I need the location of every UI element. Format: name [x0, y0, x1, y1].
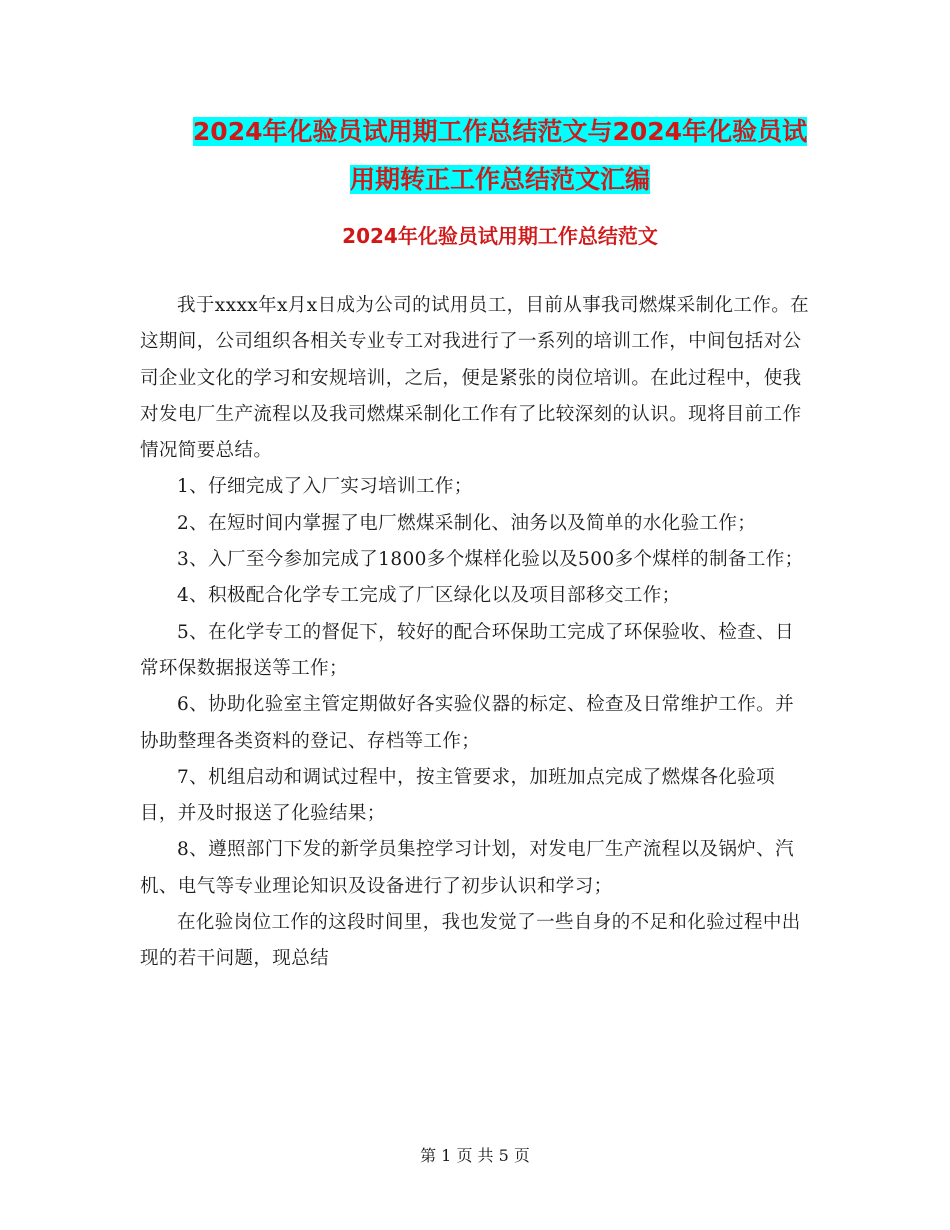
- list-item: 3、入厂至今参加完成了1800多个煤样化验以及500多个煤样的制备工作；: [177, 549, 804, 571]
- paragraph-intro: 我于xxxx年x月x日成为公司的试用员工，目前从事我司燃煤采制化工作。在这期间，公司组织各相关专业专工对我进行了一系列的培训工作，中间包括对公司企业文化的学习和安规培训，之后，便是紧张的岗位培训。在此过程中，使我对发电厂生产流程以及我司燃煤采制化工作有了比较深刻的认识。现将目前工作情况简要总结。: [140, 295, 810, 462]
- list-item: 4、积极配合化学专工完成了厂区绿化以及项目部移交工作；: [177, 585, 681, 607]
- document-title: [140, 108, 860, 204]
- document-body: [140, 288, 810, 978]
- list-item: 2、在短时间内掌握了电厂燃煤采制化、油务以及简单的水化验工作；: [177, 512, 757, 534]
- list-item: 1、仔细完成了入厂实习培训工作；: [177, 476, 473, 498]
- page-footer: 第 1 页 共 5 页: [420, 1146, 530, 1165]
- paragraph-closing: 在化验岗位工作的这段时间里，我也发觉了一些自身的不足和化验过程中出现的若干问题，现总结: [140, 912, 801, 970]
- list-item: 8、遵照部门下发的新学员集控学习计划，对发电厂生产流程以及锅炉、汽机、电气等专业理论知识及设备进行了初步认识和学习；: [140, 839, 794, 897]
- list-item: 5、在化学专工的督促下，较好的配合环保助工完成了环保验收、检查、日常环保数据报送等工作；: [140, 621, 794, 679]
- document-title-line-2: 用期转正工作总结范文汇编: [349, 165, 650, 194]
- list-item: 7、机组启动和调试过程中，按主管要求，加班加点完成了燃煤各化验项目，并及时报送了化验结果；: [140, 766, 776, 825]
- document-title-line-1: 2024年化验员试用期工作总结范文与2024年化验员试: [192, 117, 808, 146]
- section-title: 2024年化验员试用期工作总结范文: [342, 224, 658, 248]
- list-item: 6、协助化验室主管定期做好各实验仪器的标定、检查及日常维护工作。并协助整理各类资料的登记、存档等工作；: [140, 694, 794, 752]
